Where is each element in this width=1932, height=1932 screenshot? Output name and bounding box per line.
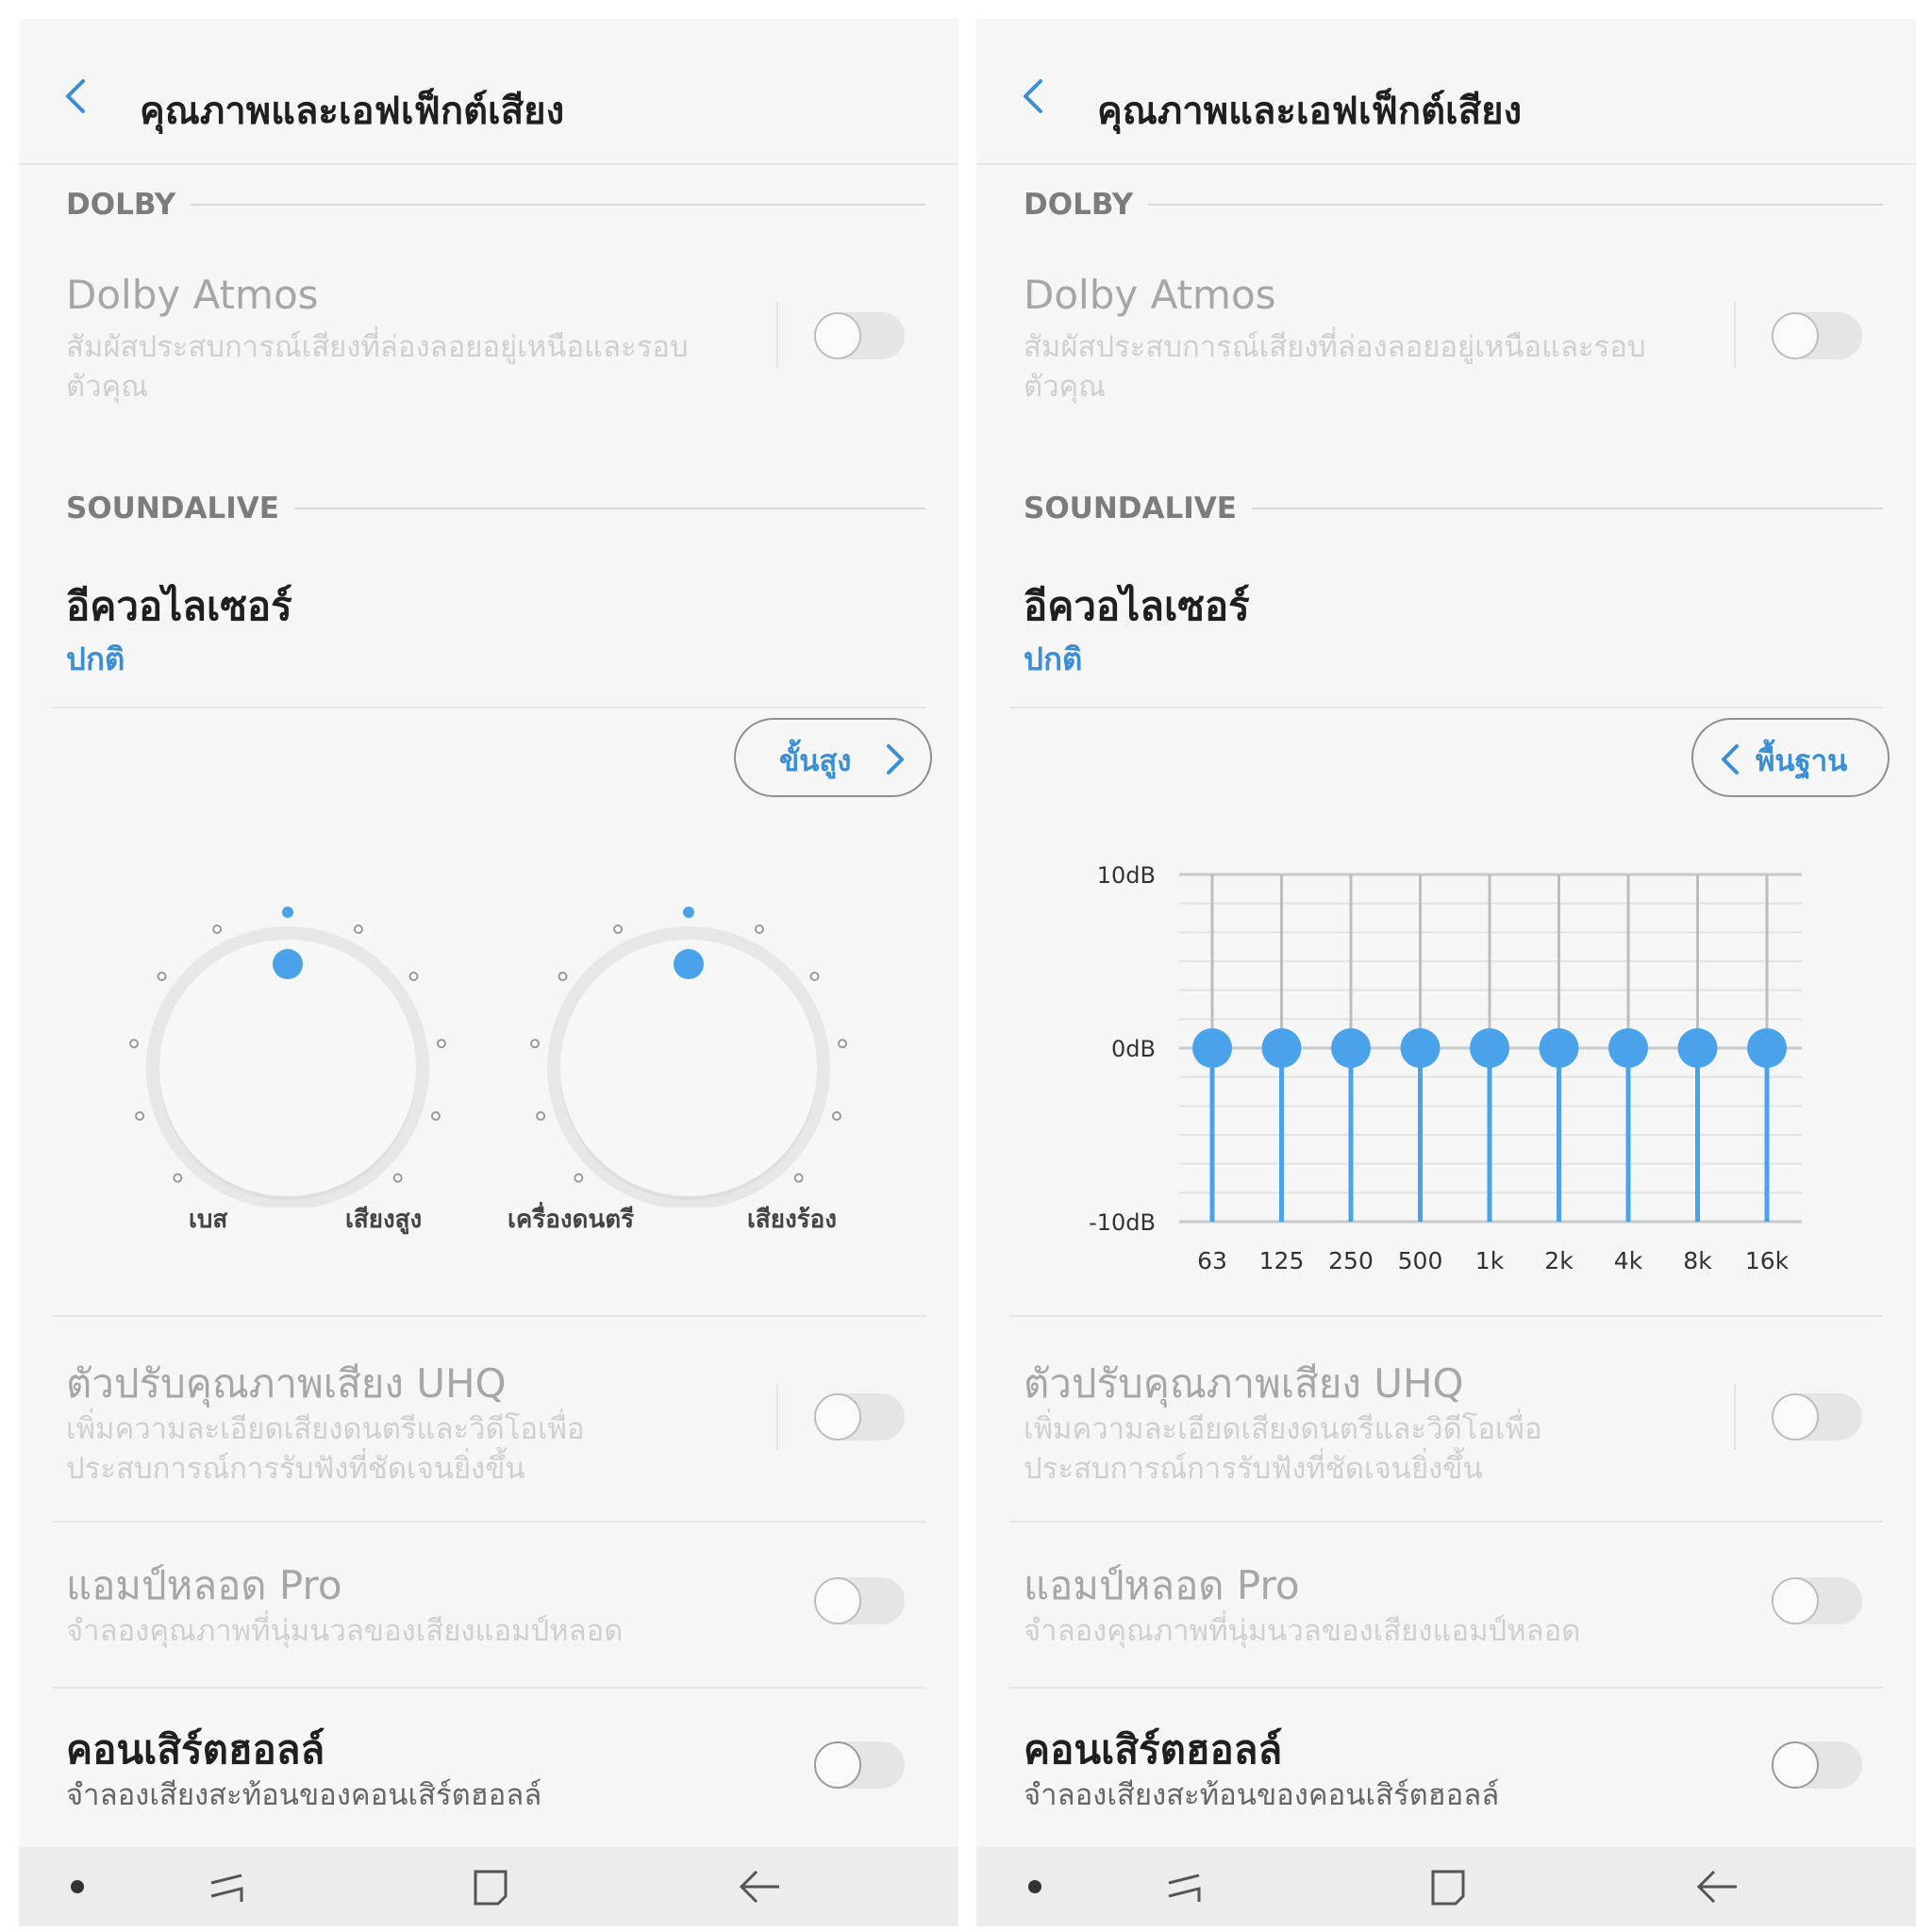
- knob-scale-dot: [833, 1112, 841, 1120]
- eq-band-label: 1k: [1474, 1247, 1505, 1274]
- knob-scale-dot: [432, 1112, 440, 1120]
- setting-description: เพิ่มความละเอียดเสียงดนตรีและวิดีโอเพื่อประสบการณ์การรับฟังที่ชัดเจนยิ่งขึ้น: [1024, 1412, 1542, 1486]
- button-label: พื้นฐาน: [1756, 744, 1848, 778]
- button-label: ขั้นสูง: [779, 744, 852, 778]
- eq-band-handle[interactable]: [1470, 1028, 1509, 1068]
- knob-scale-dot: [438, 1040, 445, 1047]
- eq-band-63[interactable]: [1192, 874, 1232, 1274]
- eq-band-label: 4k: [1613, 1247, 1643, 1274]
- toggle-knob: [814, 1393, 861, 1441]
- section-header-dolby: [66, 186, 925, 224]
- concert-hall-toggle[interactable]: [814, 1741, 905, 1789]
- toggle-knob: [1772, 1577, 1819, 1624]
- eq-band-handle[interactable]: [1540, 1028, 1579, 1068]
- screen-basic-mode: [19, 19, 958, 1926]
- eq-axis-bottom-label: -10dB: [1089, 1209, 1156, 1236]
- eq-band-16k[interactable]: [1745, 874, 1790, 1274]
- eq-band-handle[interactable]: [1401, 1028, 1441, 1068]
- eq-band-label: 125: [1258, 1247, 1305, 1274]
- setting-title: Dolby Atmos: [66, 272, 319, 318]
- knob-scale-dot: [839, 1040, 846, 1047]
- navigation-bar: [19, 1847, 958, 1926]
- setting-description: จำลองเสียงสะท้อนของคอนเสิร์ตฮอลล์: [66, 1778, 542, 1812]
- divider: [52, 707, 925, 708]
- back-nav-icon[interactable]: [1695, 1866, 1740, 1907]
- dolby-atmos-toggle[interactable]: [814, 312, 905, 359]
- setting-uhq-upscaler[interactable]: [19, 1321, 958, 1521]
- section-divider: [294, 508, 925, 509]
- setting-tube-amp[interactable]: [976, 1523, 1916, 1687]
- setting-description: จำลองคุณภาพที่นุ่มนวลของเสียงแอมป์หลอด: [66, 1614, 624, 1648]
- knob-scale-dot: [355, 925, 362, 933]
- rotary-knob[interactable]: [531, 907, 846, 1208]
- advanced-mode-button[interactable]: [734, 718, 932, 797]
- uhq-toggle[interactable]: [814, 1393, 905, 1441]
- back-nav-icon[interactable]: [738, 1866, 783, 1907]
- setting-equalizer[interactable]: [19, 566, 958, 708]
- knob-scale-dot: [174, 1174, 181, 1182]
- setting-title: อีควอไลเซอร์: [1024, 583, 1250, 629]
- knob-scale-dot: [409, 973, 417, 980]
- section-label: SOUNDALIVE: [66, 491, 279, 525]
- setting-title: แอมป์หลอด Pro: [66, 1562, 342, 1608]
- equalizer-value: ปกติ: [66, 641, 125, 677]
- home-icon[interactable]: [1427, 1866, 1469, 1907]
- back-arrow-icon[interactable]: [57, 75, 98, 117]
- uhq-toggle[interactable]: [1772, 1393, 1862, 1441]
- knob-scale-dot: [136, 1112, 143, 1120]
- section-header-soundalive: [66, 490, 925, 527]
- vertical-divider: [1734, 1384, 1736, 1450]
- knob-label-treble: เสียงสูง: [345, 1206, 423, 1234]
- recents-icon[interactable]: [206, 1866, 247, 1907]
- app-header: [19, 28, 958, 165]
- setting-title: คอนเสิร์ตฮอลล์: [66, 1726, 325, 1773]
- screen-advanced-mode: [976, 19, 1916, 1926]
- knob-scale-dot: [537, 1112, 544, 1120]
- setting-concert-hall[interactable]: [976, 1689, 1916, 1840]
- divider: [52, 1315, 925, 1317]
- eq-band-handle[interactable]: [1262, 1028, 1302, 1068]
- section-label: SOUNDALIVE: [1024, 491, 1237, 525]
- recents-icon[interactable]: [1163, 1866, 1205, 1907]
- setting-description: เพิ่มความละเอียดเสียงดนตรีและวิดีโอเพื่อประสบการณ์การรับฟังที่ชัดเจนยิ่งขึ้น: [66, 1412, 585, 1486]
- dot-icon: [1024, 1875, 1046, 1898]
- setting-dolby-atmos[interactable]: [19, 259, 958, 420]
- eq-band-label: 16k: [1744, 1247, 1790, 1274]
- eq-band-handle[interactable]: [1331, 1028, 1371, 1068]
- section-label: DOLBY: [66, 188, 176, 222]
- setting-description: สัมผัสประสบการณ์เสียงที่ล่องลอยอยู่เหนือและรอบตัวคุณ: [66, 330, 689, 404]
- eq-band-1k[interactable]: [1470, 874, 1509, 1274]
- chevron-right-icon: [877, 741, 911, 778]
- equalizer-chart: [976, 19, 1916, 1340]
- toggle-knob: [814, 1577, 861, 1624]
- eq-band-4k[interactable]: [1608, 874, 1648, 1274]
- knob-scale-dot: [810, 973, 818, 980]
- knob-scale-dot: [394, 1174, 402, 1182]
- rotary-knob[interactable]: [130, 907, 445, 1208]
- setting-title: ตัวปรับคุณภาพเสียง UHQ: [66, 1360, 507, 1407]
- tube-amp-toggle[interactable]: [1772, 1577, 1862, 1624]
- eq-axis-top-label: 10dB: [1096, 862, 1156, 889]
- eq-band-label: 63: [1197, 1247, 1227, 1274]
- knob-label-vocal: เสียงร้อง: [747, 1206, 837, 1234]
- section-label: DOLBY: [1024, 188, 1134, 222]
- knob-scale-dot: [559, 973, 567, 980]
- eq-band-125[interactable]: [1259, 874, 1305, 1274]
- toggle-knob: [814, 1741, 861, 1789]
- vertical-divider: [776, 1384, 778, 1450]
- setting-concert-hall[interactable]: [19, 1689, 958, 1840]
- knob-scale-dot: [213, 925, 221, 933]
- setting-title: ตัวปรับคุณภาพเสียง UHQ: [1024, 1360, 1464, 1407]
- setting-description: สัมผัสประสบการณ์เสียงที่ล่องลอยอยู่เหนือและรอบตัวคุณ: [1024, 330, 1646, 404]
- knob-scale-dot: [683, 907, 694, 918]
- setting-title: อีควอไลเซอร์: [66, 583, 292, 629]
- section-divider: [191, 204, 925, 206]
- toggle-knob: [814, 312, 861, 359]
- eq-band-label: 8k: [1683, 1247, 1712, 1274]
- knob-scale-dot: [795, 1174, 803, 1182]
- knob-indicator: [674, 949, 704, 979]
- eq-band-500[interactable]: [1398, 874, 1443, 1274]
- eq-axis-mid-label: 0dB: [1111, 1036, 1156, 1062]
- eq-band-label: 250: [1328, 1247, 1374, 1274]
- knob-scale-dot: [158, 973, 166, 980]
- toggle-knob: [1772, 1741, 1819, 1789]
- setting-title: คอนเสิร์ตฮอลล์: [1024, 1726, 1283, 1773]
- knob-scale-dot: [575, 1174, 582, 1182]
- knob-scale-dot: [282, 907, 293, 918]
- navigation-bar: [976, 1847, 1916, 1926]
- knob-scale-dot: [614, 925, 622, 933]
- setting-uhq-upscaler[interactable]: [976, 1321, 1916, 1521]
- setting-description: จำลองคุณภาพที่นุ่มนวลของเสียงแอมป์หลอด: [1024, 1614, 1581, 1648]
- setting-description: จำลองเสียงสะท้อนของคอนเสิร์ตฮอลล์: [1024, 1778, 1500, 1812]
- dot-icon: [66, 1875, 89, 1898]
- vertical-divider: [776, 302, 778, 368]
- equalizer-value: ปกติ: [1024, 641, 1083, 677]
- divider: [1009, 1315, 1883, 1317]
- knob-scale-dot: [756, 925, 763, 933]
- eq-band-2k[interactable]: [1540, 874, 1579, 1274]
- eq-band-label: 2k: [1544, 1247, 1574, 1274]
- eq-band-handle[interactable]: [1192, 1028, 1232, 1068]
- knob-scale-dot: [130, 1040, 138, 1047]
- knob-label-instrument: เครื่องดนตรี: [508, 1206, 635, 1234]
- knob-label-bass: เบส: [189, 1206, 228, 1234]
- setting-title: แอมป์หลอด Pro: [1024, 1562, 1300, 1608]
- setting-tube-amp[interactable]: [19, 1523, 958, 1687]
- eq-band-handle[interactable]: [1608, 1028, 1648, 1068]
- setting-title: Dolby Atmos: [1024, 272, 1276, 318]
- knob-indicator: [273, 949, 303, 979]
- sound-knobs: [19, 868, 958, 1208]
- eq-band-label: 500: [1397, 1247, 1443, 1274]
- toggle-knob: [1772, 1393, 1819, 1441]
- eq-band-250[interactable]: [1328, 874, 1374, 1274]
- knob-scale-dot: [531, 1040, 539, 1047]
- tube-amp-toggle[interactable]: [814, 1577, 905, 1624]
- page-title: คุณภาพและเอฟเฟ็กต์เสียง: [1097, 90, 1523, 133]
- concert-hall-toggle[interactable]: [1772, 1741, 1862, 1789]
- page-title: คุณภาพและเอฟเฟ็กต์เสียง: [140, 90, 565, 133]
- status-bar: [19, 19, 958, 28]
- home-icon[interactable]: [470, 1866, 511, 1907]
- eq-band-handle[interactable]: [1678, 1028, 1718, 1068]
- eq-band-8k[interactable]: [1678, 874, 1718, 1274]
- eq-band-handle[interactable]: [1747, 1028, 1787, 1068]
